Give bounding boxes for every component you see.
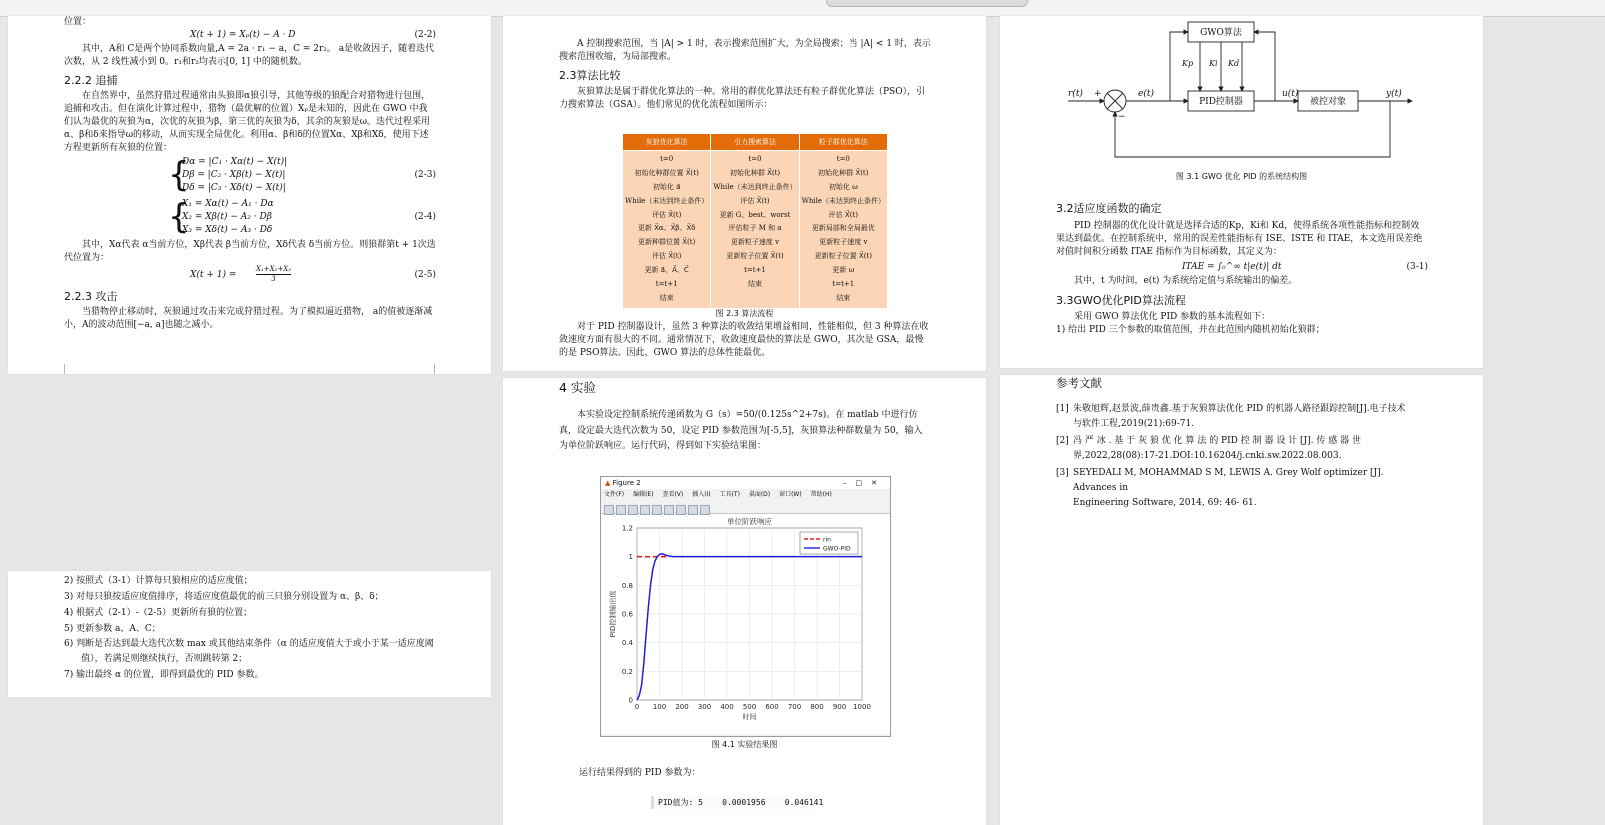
page-6 <box>1000 375 1483 825</box>
y-tick-label: 0.6 <box>621 610 633 619</box>
pointer-icon[interactable] <box>688 505 698 515</box>
x-tick-label: 0 <box>634 703 640 711</box>
et-label: e(t) <box>1138 89 1154 99</box>
section-heading: 3.2适应度函数的确定 <box>1056 202 1162 215</box>
zoom-icon[interactable] <box>652 505 662 515</box>
equation-number: (3-1) <box>1406 262 1428 272</box>
list-item: 1) 给出 PID 三个参数的取值范围，并在此范围内随机初始化狼群； <box>1056 325 1325 335</box>
figure-toolbar <box>601 500 890 514</box>
new-figure-icon[interactable] <box>604 505 614 515</box>
legend-label: rin <box>823 536 831 544</box>
equation-line: Dβ = |C₂ · Xβ(t) − X(t)| <box>182 170 286 180</box>
chapter-heading: 4 实验 <box>559 380 596 395</box>
paragraph: 当猎物停止移动时，灰狼通过攻击来完成狩猎过程。为了模拟逼近猎物， a的值被逐渐减小，A的波动范围[−a, a]也随之减小。 <box>64 307 433 330</box>
pid-block-label: PID控制器 <box>1199 97 1243 107</box>
x-tick-label: 500 <box>742 703 757 711</box>
menu-tools[interactable]: 工具(T) <box>719 491 740 498</box>
figure-caption: 图 2.3 算法流程 <box>715 309 774 318</box>
gwo-pid-block-diagram <box>1060 16 1430 166</box>
paragraph: 采用 GWO 算法优化 PID 参数的基本流程如下： <box>1074 312 1271 322</box>
reference-entry-cont: Engineering Software, 2014, 69: 46- 61. <box>1073 498 1257 508</box>
reference-entry: SEYEDALI M, MOHAMMAD S M, LEWIS A. Grey Wolf optimizer [J]. Advances in <box>1073 468 1384 493</box>
page-1 <box>8 16 491 374</box>
chart-title: 单位阶跃响应 <box>727 517 772 526</box>
paragraph: 其中，t 为时间，e(t) 为系统给定值与系统输出的偏差。 <box>1074 276 1298 286</box>
colorbar-icon[interactable] <box>676 505 686 515</box>
reference-entry: 冯 严 冰 . 基 于 灰 狼 优 化 算 法 的 PID 控 制 器 设 计 [J]. 传 感 器 世 <box>1073 436 1361 446</box>
x-tick-label: 700 <box>787 703 802 711</box>
menu-view[interactable]: 查看(V) <box>662 491 684 498</box>
reference-entry-cont: 界,2022,28(08):17-21.DOI:10.16204/j.cnki.sw.2022.08.003. <box>1073 451 1342 461</box>
plant-block-label: 被控对象 <box>1309 97 1347 107</box>
ut-label: u(t) <box>1282 89 1299 99</box>
equation-number: (2-2) <box>414 30 436 40</box>
x-tick-label: 900 <box>832 703 847 711</box>
fraction-numerator: X₁+X₂+X₃ <box>256 265 292 273</box>
references-heading: 参考文献 <box>1056 376 1102 390</box>
fraction-denominator: 3 <box>271 275 276 283</box>
algorithm-comparison-table <box>622 133 888 308</box>
code-output: PID值为: 5 0.0001956 0.046141 <box>651 796 823 809</box>
equation-line: Dδ = |C₃ · Xδ(t) − X(t)| <box>182 183 286 193</box>
paragraph: 对于 PID 控制器设计，虽然 3 种算法的收敛结果增益相同，性能相似，但 3 种算法在收敛速度方面有很大的不同。通常情况下，收敛速度最快的算法是 GWO，其次是 GSA，最慢的是 PSO算法。因此，GWO 算法的总体性能最优。 <box>559 322 929 358</box>
section-heading: 2.2.2 追捕 <box>64 74 118 87</box>
paragraph: 本实验设定控制系统传递函数为 G（s）=50/(0.125s^2+7s)。在 matlab 中进行仿真，设定最大迭代次数为 50，设定 PID 参数范围为[-5,5]，灰狼算法种群数量为 50，输入为单位阶跃响应。运行代码，得到如下实验结果图： <box>559 410 923 451</box>
top-toolbar-strip <box>0 0 1605 17</box>
equation-line: Dα = |C₁ · Xα(t) − X(t)| <box>182 157 288 167</box>
list-item: 5) 更新参数 a、A、C； <box>64 624 161 634</box>
x-tick-label: 200 <box>675 703 689 711</box>
kp-label: Kp <box>1182 59 1194 68</box>
margin-mark <box>54 364 65 374</box>
save-icon[interactable] <box>628 505 638 515</box>
figure-caption: 图 4.1 实验结果图 <box>711 740 778 749</box>
y-tick-label: 0.4 <box>621 639 633 648</box>
y-tick-label: 0.8 <box>621 581 633 590</box>
menu-file[interactable]: 文件(F) <box>604 491 625 498</box>
menu-window[interactable]: 窗口(W) <box>779 491 802 498</box>
yt-label: y(t) <box>1386 89 1402 99</box>
list-item: 6) 判断是否达到最大迭代次数 max 或其他结束条件（α 的适应度值大于或小于某一适应度阈值），若满足则继续执行，否则跳转第 2； <box>64 639 434 664</box>
page-2 <box>503 16 986 371</box>
minus-sign: − <box>1118 112 1126 122</box>
x-tick-label: 800 <box>810 703 824 711</box>
equation-number: (2-5) <box>414 270 436 280</box>
rt-label: r(t) <box>1068 89 1083 99</box>
table-column: t=0 初始化种群位置 X⃗(t) 初始化 a⃗ While（未达到终止条件） 评估 X⃗(t) 更新 X⃗α、X⃗β、X⃗δ 更新种群位置 X⃗(t) 评估 X⃗(t) 更新 a⃗、A⃗、C⃗ t=t+1 结束 <box>623 151 711 308</box>
section-heading: 2.3算法比较 <box>559 69 621 82</box>
page-5 <box>503 378 986 825</box>
step-response-chart <box>601 514 890 734</box>
table-column: t=0 初始化种群 X⃗(t) 初始化 ω While（未达到终止条件） 评估 X⃗(t) 更新局部和全局最优 更新粒子速度 v 更新粒子位置 X⃗(t) 更新 ω t=t+1 结束 <box>799 151 887 308</box>
reference-entry: 朱敬旭辉,赵景波,薛贵鑫.基于灰狼算法优化 PID 的机器人路径跟踪控制[J].电子技术 <box>1073 404 1406 414</box>
text-line: 位置： <box>64 17 92 27</box>
plus-sign: + <box>1094 89 1102 99</box>
equation-number: (2-3) <box>414 170 436 180</box>
left-brace: { <box>168 197 190 237</box>
x-tick-label: 300 <box>697 703 712 711</box>
paragraph: 运行结果得到的 PID 参数为： <box>579 768 701 778</box>
paragraph: A 控制搜索范围，当 |A| > 1 时，表示搜索范围扩大，为全局搜索；当 |A| < 1 时，表示搜索范围收缩，为局部搜索。 <box>559 39 931 62</box>
x-tick-label: 1000 <box>853 703 871 711</box>
list-item: 2) 按照式（3-1）计算每只狼相应的适应度值； <box>64 576 253 586</box>
close-button[interactable]: ✕ <box>871 479 886 487</box>
paragraph: 其中，Xα代表 α当前方位，Xβ代表 β当前方位，Xδ代表 δ当前方位。则狼群第t + 1次迭代位置为： <box>64 240 436 263</box>
maximize-button[interactable]: □ <box>855 479 872 487</box>
menu-desktop[interactable]: 桌面(D) <box>748 491 771 498</box>
equation-line: X₁ = Xα(t) − A₁ · Dα <box>182 199 274 209</box>
paragraph: 其中，A和 C是两个协同系数向量,A = 2a · r₁ − a，C = 2r₂。 a是收敛因子，随着迭代次数，从 2 线性减小到 0。r₁和r₂均表示[0, 1] 中的随机数。 <box>64 44 435 67</box>
search-box[interactable] <box>826 0 1028 7</box>
figure-caption: 图 3.1 GWO 优化 PID 的系统结构图 <box>1175 172 1308 181</box>
link-icon[interactable] <box>664 505 674 515</box>
table-header: 引力搜索算法 <box>711 134 799 151</box>
y-tick-label: 1.2 <box>621 524 633 533</box>
margin-mark <box>434 364 445 374</box>
equation-line: X₂ = Xβ(t) − A₂ · Dβ <box>182 212 272 222</box>
section-heading: 2.2.3 攻击 <box>64 290 118 303</box>
page-3 <box>1000 16 1483 368</box>
paragraph: 灰狼算法是属于群优化算法的一种。常用的群优化算法还有粒子群优化算法（PSO），引力搜索算法（GSA）。他们常见的优化流程如图所示： <box>559 87 926 110</box>
left-brace: { <box>168 155 190 195</box>
window-title: Figure 2 <box>612 479 641 487</box>
list-item: 3) 对每只狼按适应度值排序，将适应度值最优的前三只狼分别设置为 α、β、δ； <box>64 592 384 602</box>
equation-2-5: X(t + 1) = <box>190 270 237 280</box>
menu-help[interactable]: 帮助(H) <box>810 491 832 498</box>
gwo-block-label: GWO算法 <box>1200 28 1242 38</box>
matlab-icon: ▲ <box>605 479 611 487</box>
equation-line: X₃ = Xδ(t) − A₃ · Dδ <box>182 225 273 235</box>
y-tick-label: 0 <box>628 696 633 705</box>
print-icon[interactable] <box>640 505 650 515</box>
y-tick-label: 0.2 <box>621 667 633 676</box>
menu-edit[interactable]: 编辑(E) <box>633 491 654 498</box>
x-tick-label: 100 <box>652 703 667 711</box>
paragraph: 在自然界中，虽然狩猎过程通常由头狼即α狼引导，其他等级的狼配合对猎物进行包围，追捕和攻击。但在演化计算过程中，猎物（最优解的位置）Xₚ是未知的，因此在 GWO 中我们认为最优的灰狼为α，次优的灰狼为β，第三优的灰狼为δ，其余的灰狼是ω。迭代过程采用α、β和δ来指导ω的移动，从而实现全局优化。利用α、β和δ的位置Xα、Xβ和Xδ，使用下述方程更新所有灰狼的位置： <box>64 91 431 153</box>
table-header: 灰狼优化算法 <box>623 134 711 151</box>
y-axis-label: PID控制输出值 <box>609 590 617 638</box>
matlab-figure-window[interactable] <box>600 476 891 737</box>
equation-3-1: ITAE = ∫₀^∞ t|e(t)| dt <box>1182 262 1282 272</box>
equation-number: (2-4) <box>414 212 436 222</box>
table-column: t=0 初始化种群 X⃗(t) While（未达到终止条件） 评估 X⃗(t) 更新 G、best、worst 评估粒子 M 和 a 更新粒子速度 v 更新粒子位置 X⃗(t) t=t+1 结束 <box>711 151 799 308</box>
menu-insert[interactable]: 插入(I) <box>692 491 711 498</box>
equation-2-2: X(t + 1) = Xₚ(t) − A · D <box>190 30 296 40</box>
legend-label: GWO-PID <box>823 545 851 553</box>
list-item: 4) 根据式（2-1）-（2-5）更新所有狼的位置； <box>64 608 253 618</box>
x-tick-label: 600 <box>765 703 779 711</box>
page-4 <box>8 571 491 697</box>
open-file-icon[interactable] <box>616 505 626 515</box>
paragraph: PID 控制器的优化设计就是选择合适的Kp，Ki和 Kd，使得系统各项性能指标和控制效果达到最优。在控制系统中，常用的误差性能指标有 ISE、ISTE 和 ITAE，本文选用误差绝对值时间积分函数 ITAE 指标作为目标函数，其定义为： <box>1056 221 1423 257</box>
section-heading: 3.3GWO优化PID算法流程 <box>1056 294 1186 307</box>
minimize-button[interactable]: – <box>843 479 856 487</box>
ref-number: [3] <box>1056 468 1069 478</box>
reference-entry-cont: 与软件工程,2019(21):69-71. <box>1073 419 1195 429</box>
list-item: 7) 输出最终 α 的位置，即得到最优的 PID 参数。 <box>64 670 264 680</box>
table-header: 粒子群优化算法 <box>799 134 887 151</box>
y-tick-label: 1 <box>628 553 633 562</box>
legend-icon[interactable] <box>700 505 710 515</box>
ref-number: [1] <box>1056 404 1069 414</box>
kd-label: Kd <box>1228 59 1240 68</box>
ki-label: Ki <box>1209 59 1218 68</box>
x-tick-label: 400 <box>720 703 734 711</box>
x-axis-label: 时间 <box>742 713 757 721</box>
ref-number: [2] <box>1056 436 1069 446</box>
menu-bar <box>601 489 890 500</box>
